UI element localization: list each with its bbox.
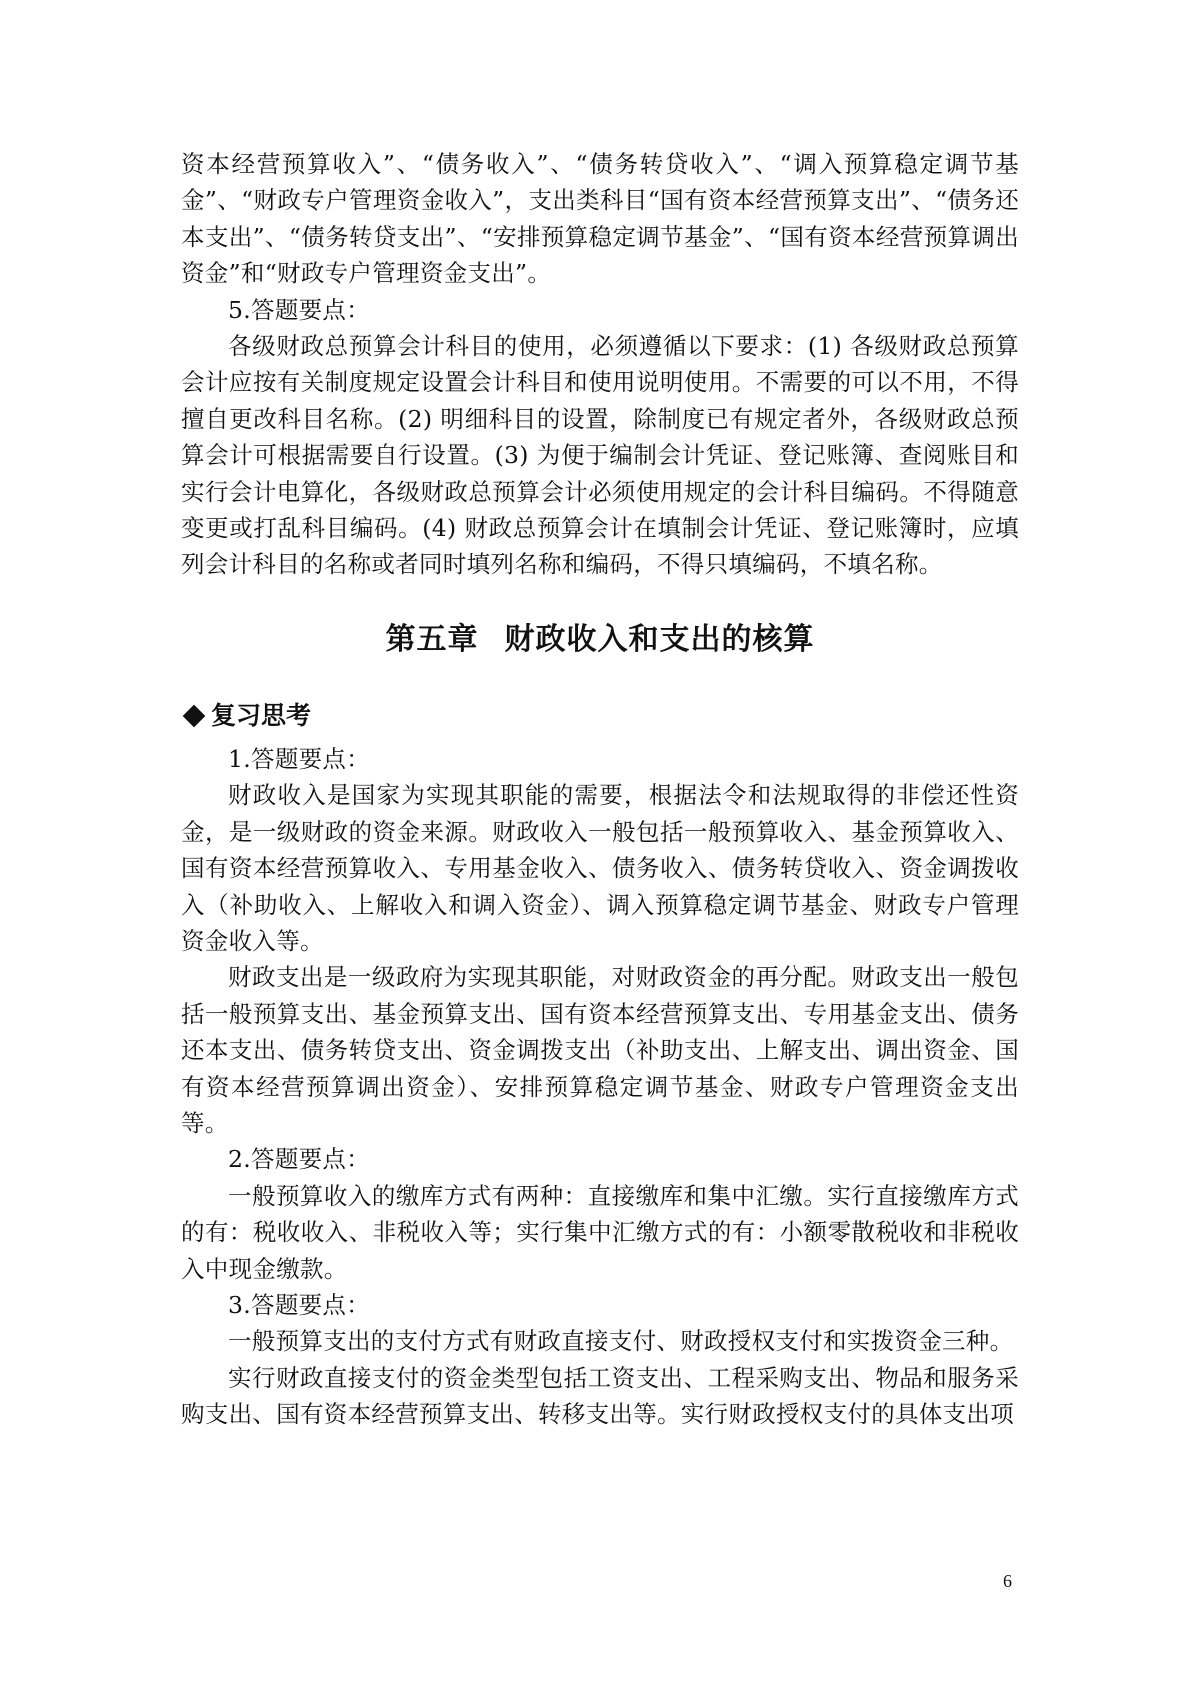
answer-1-paragraph-1: 财政收入是国家为实现其职能的需要，根据法令和法规取得的非偿还性资金，是一级财政的资金来源。财政收入一般包括一般预算收入、基金预算收入、国有资本经营预算收入、专用基金收入、债务收入、债务转贷收入、资金调拨收入（补助收入、上解收入和调入资金）、调入预算稳定调节基金、财政专户管理资金收入等。 — [181, 781, 1019, 955]
chapter-title — [181, 620, 1019, 660]
page-number: 6 — [1003, 1571, 1012, 1591]
diamond-bullet-icon — [183, 705, 206, 728]
answer-5-label: 5.答题要点： — [228, 295, 371, 324]
answer-2-label: 2.答题要点： — [228, 1145, 371, 1174]
answer-3-label: 3.答题要点： — [228, 1290, 371, 1319]
answer-5-text: 各级财政总预算会计科目的使用，必须遵循以下要求：(1) 各级财政总预算会计应按有关制度规定设置会计科目和使用说明使用。不需要的可以不用，不得擅自更改科目名称。(2) 明细科目的设置，除制度已有规定者外，各级财政总预算会计可根据需要自行设置。(3) 为便于编制会计凭证、登记账簿、查阅账目和实行会计电算化，各级财政总预算会计必须使用规定的会计科目编码。不得随意变更或打乱科目编码。(4) 财政总预算会计在填制会计凭证、登记账簿时，应填列会计科目的名称或者同时填列名称和编码，不得只填编码，不填名称。 — [181, 332, 1019, 579]
answer-3-paragraph-1: 一般预算支出的支付方式有财政直接支付、财政授权支付和实拨资金三种。 — [228, 1327, 1014, 1356]
chapter-number: 第五章 — [385, 621, 479, 657]
answer-1-label: 1.答题要点： — [228, 744, 371, 773]
section-heading — [181, 697, 1019, 735]
section-heading-text: 复习思考 — [211, 700, 312, 730]
chapter-name: 财政收入和支出的核算 — [504, 621, 815, 657]
answer-2-paragraph-1: 一般预算收入的缴库方式有两种：直接缴库和集中汇缴。实行直接缴库方式的有：税收收入、非税收入等；实行集中汇缴方式的有：小额零散税收和非税收入中现金缴款。 — [181, 1181, 1019, 1283]
answer-1-paragraph-2: 财政支出是一级政府为实现其职能，对财政资金的再分配。财政支出一般包括一般预算支出、基金预算支出、国有资本经营预算支出、专用基金支出、债务还本支出、债务转贷支出、资金调拨支出（补助支出、上解支出、调出资金、国有资本经营预算调出资金）、安排预算稳定调节基金、财政专户管理资金支出等。 — [181, 963, 1019, 1137]
answer-3-paragraph-2: 实行财政直接支付的资金类型包括工资支出、工程采购支出、物品和服务采购支出、国有资本经营预算支出、转移支出等。实行财政授权支付的具体支出项 — [181, 1363, 1019, 1429]
continued-paragraph: 资本经营预算收入”、“债务收入”、“债务转贷收入”、“调入预算稳定调节基金”、“财政专户管理资金收入”，支出类科目“国有资本经营预算支出”、“债务还本支出”、“债务转贷支出”、“安排预算稳定调节基金”、“国有资本经营预算调出资金”和“财政专户管理资金支出”。 — [181, 150, 1019, 288]
page-content — [181, 146, 1019, 1433]
